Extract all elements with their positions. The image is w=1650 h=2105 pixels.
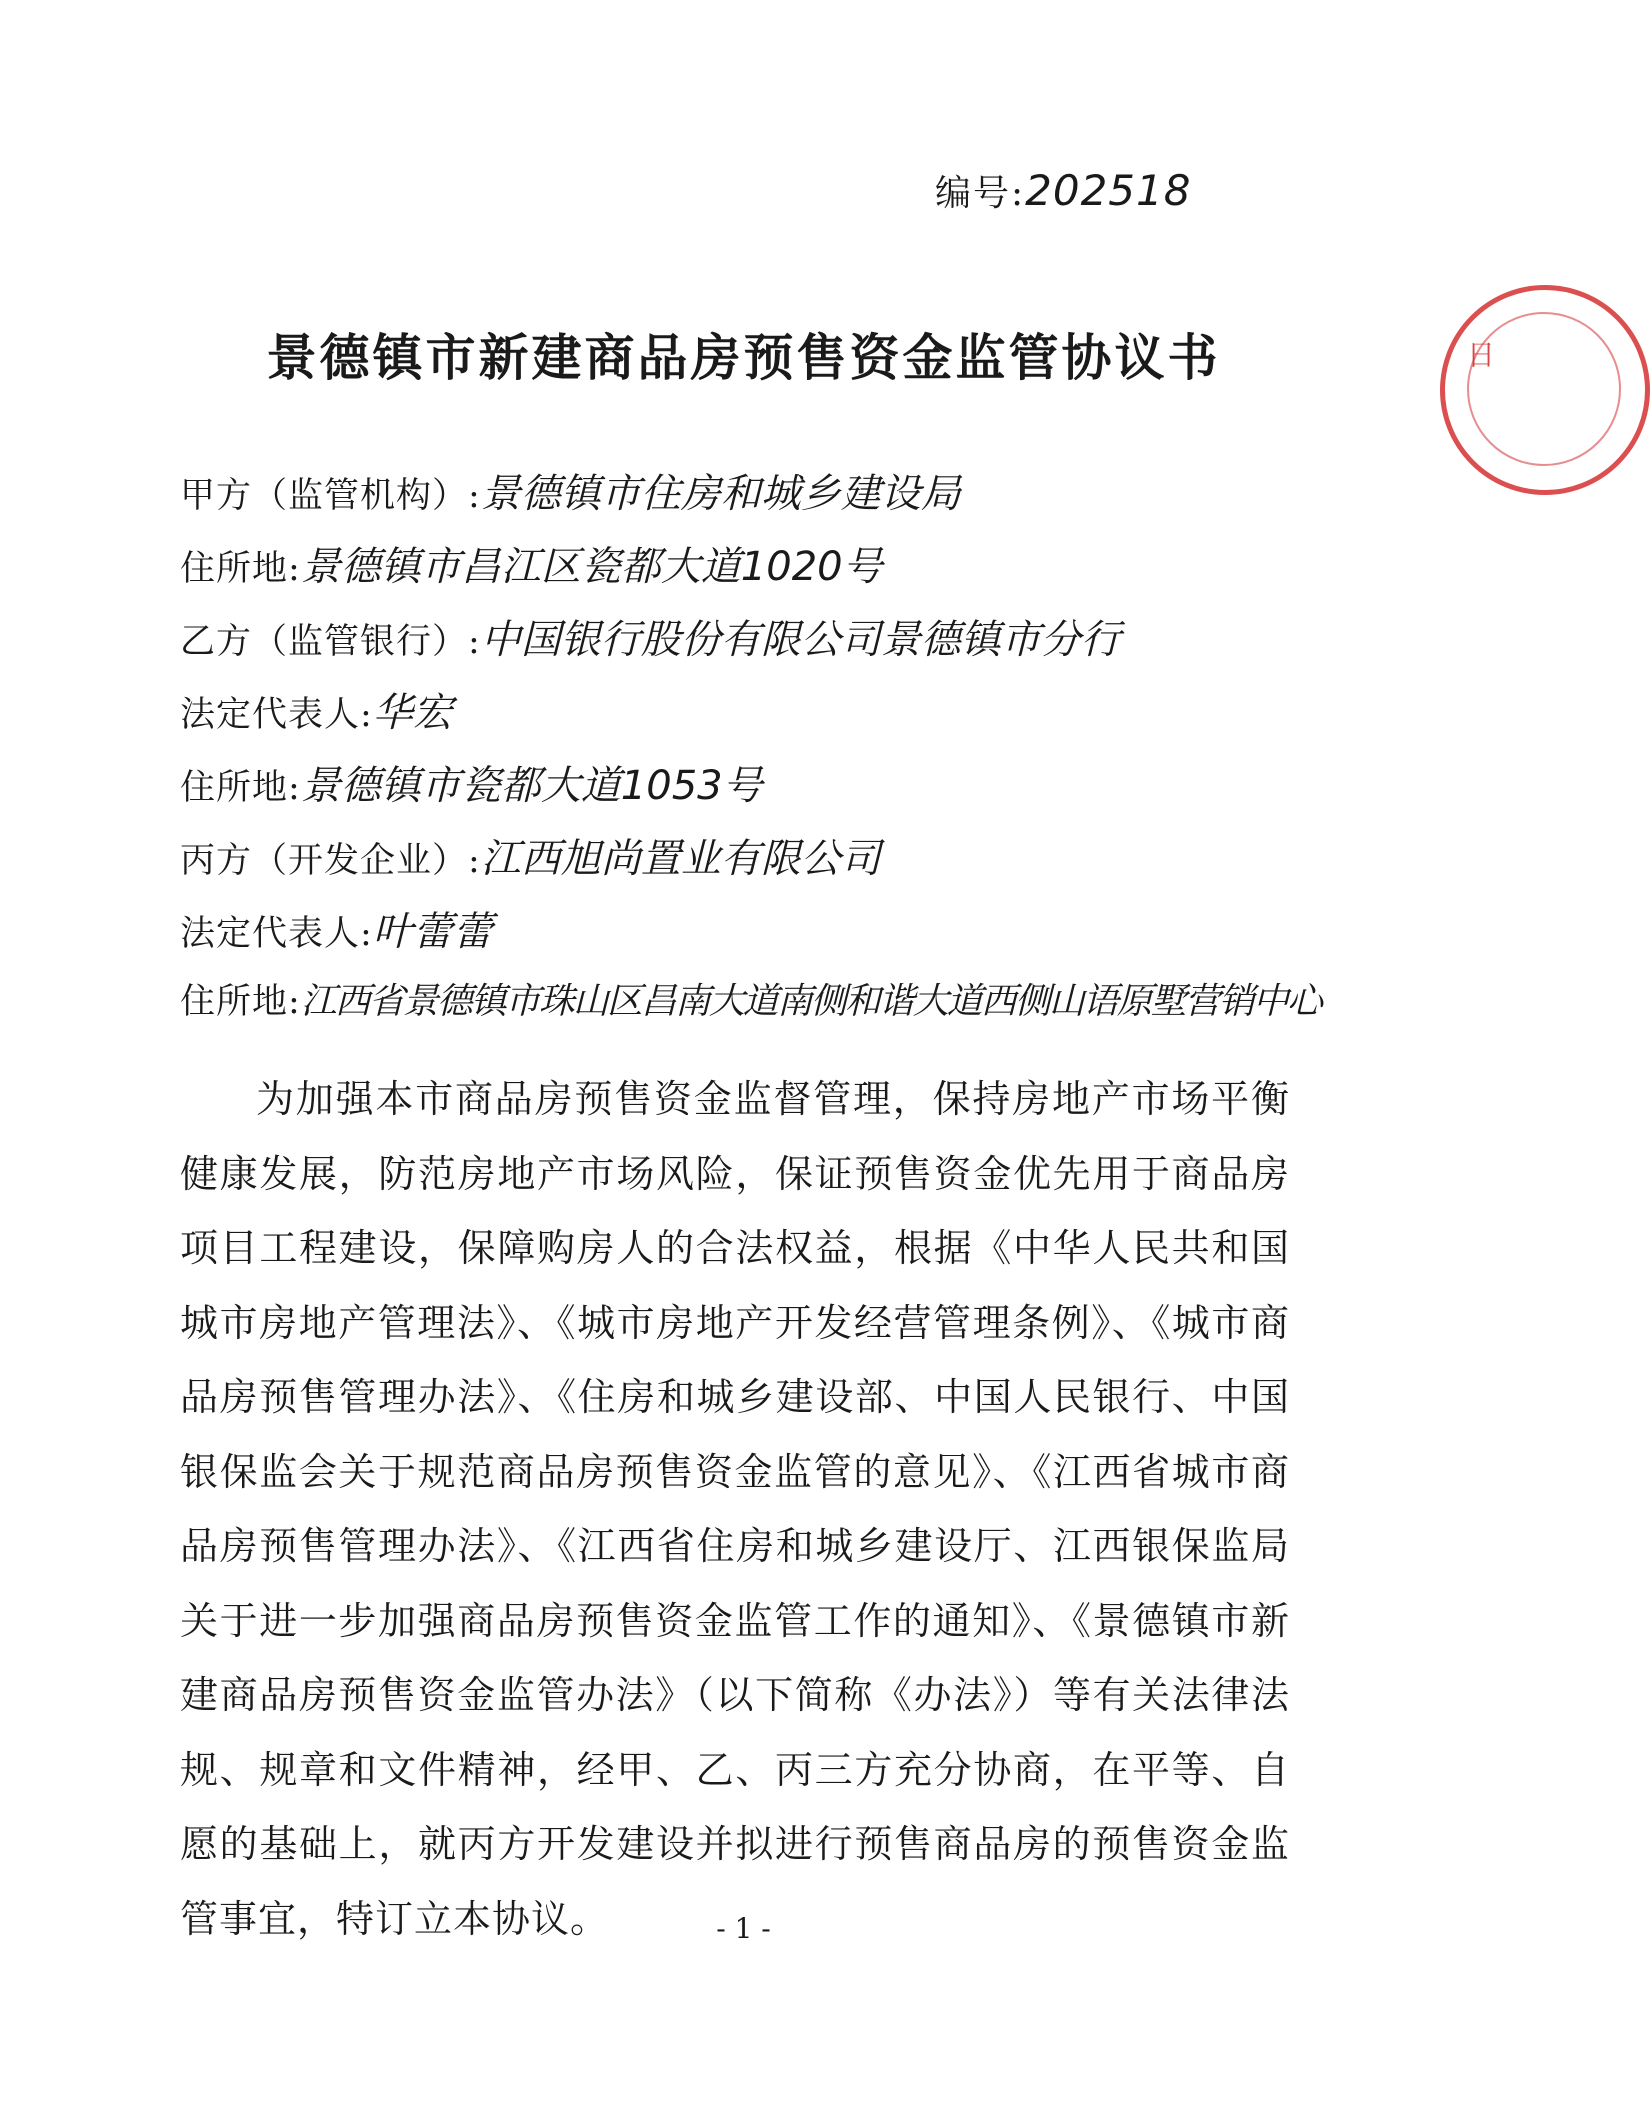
party-c-representative-line: [180, 900, 493, 957]
party-b-address-line: [180, 754, 763, 811]
seal-inner-ring: [1467, 312, 1621, 466]
document-number-value: 202518: [1025, 166, 1192, 215]
party-b-address-value: 景德镇市瓷都大道1053号: [300, 763, 763, 809]
party-b-representative-value: 华宏: [372, 690, 453, 736]
official-seal-stamp: [1440, 285, 1650, 495]
document-number-label: 编号:: [935, 173, 1026, 214]
party-a-address-value: 景德镇市昌江区瓷都大道1020号: [300, 544, 883, 590]
party-c-representative-label: 法定代表人:: [180, 914, 373, 954]
party-b-address-label: 住所地:: [180, 768, 301, 808]
party-b-representative-line: [180, 681, 453, 738]
party-b-line: [180, 608, 1121, 665]
document-title: 景德镇市新建商品房预售资金监管协议书: [266, 328, 1221, 387]
party-a-line: [180, 462, 961, 519]
party-a-label: 甲方（监管机构）:: [180, 476, 481, 516]
party-c-line: [180, 827, 881, 884]
party-a-address-label: 住所地:: [180, 549, 301, 589]
document-number: [935, 165, 1191, 216]
party-a-address-line: [180, 535, 883, 592]
seal-text: 日: [1463, 340, 1496, 368]
party-b-value: 中国银行股份有限公司景德镇市分行: [480, 617, 1121, 663]
party-c-address-label: 住所地:: [180, 982, 301, 1022]
party-c-value: 江西旭尚置业有限公司: [480, 836, 881, 882]
page-number: - 1 -: [716, 1912, 771, 1945]
party-c-address-line: [180, 973, 1321, 1024]
party-c-representative-value: 叶蕾蕾: [372, 909, 493, 955]
party-b-representative-label: 法定代表人:: [180, 695, 373, 735]
party-c-address-value: 江西省景德镇市珠山区昌南大道南侧和谐大道西侧山语原墅营销中心: [300, 981, 1321, 1022]
party-c-label: 丙方（开发企业）:: [180, 841, 481, 881]
party-a-value: 景德镇市住房和城乡建设局: [480, 471, 961, 517]
agreement-preamble-paragraph: 为加强本市商品房预售资金监督管理，保持房地产市场平衡健康发展，防范房地产市场风险，保证预售资金优先用于商品房项目工程建设，保障购房人的合法权益，根据《中华人民共和国城市房地产管理法》、《城市房地产开发经营管理条例》、《城市商品房预售管理办法》、《住房和城乡建设部、中国人民银行、中国银保监会关于规范商品房预售资金监管的意见》、《江西省城市商品房预售管理办法》、《江西省住房和城乡建设厅、江西银保监局关于进一步加强商品房预售资金监管工作的通知》、《景德镇市新建商品房预售资金监管办法》（以下简称《办法》）等有关法律法规、规章和文件精神，经甲、乙、丙三方充分协商，在平等、自愿的基础上，就丙方开发建设并拟进行预售商品房的预售资金监管事宜，特订立本协议。: [180, 1077, 1290, 1941]
party-b-label: 乙方（监管银行）:: [180, 622, 481, 662]
